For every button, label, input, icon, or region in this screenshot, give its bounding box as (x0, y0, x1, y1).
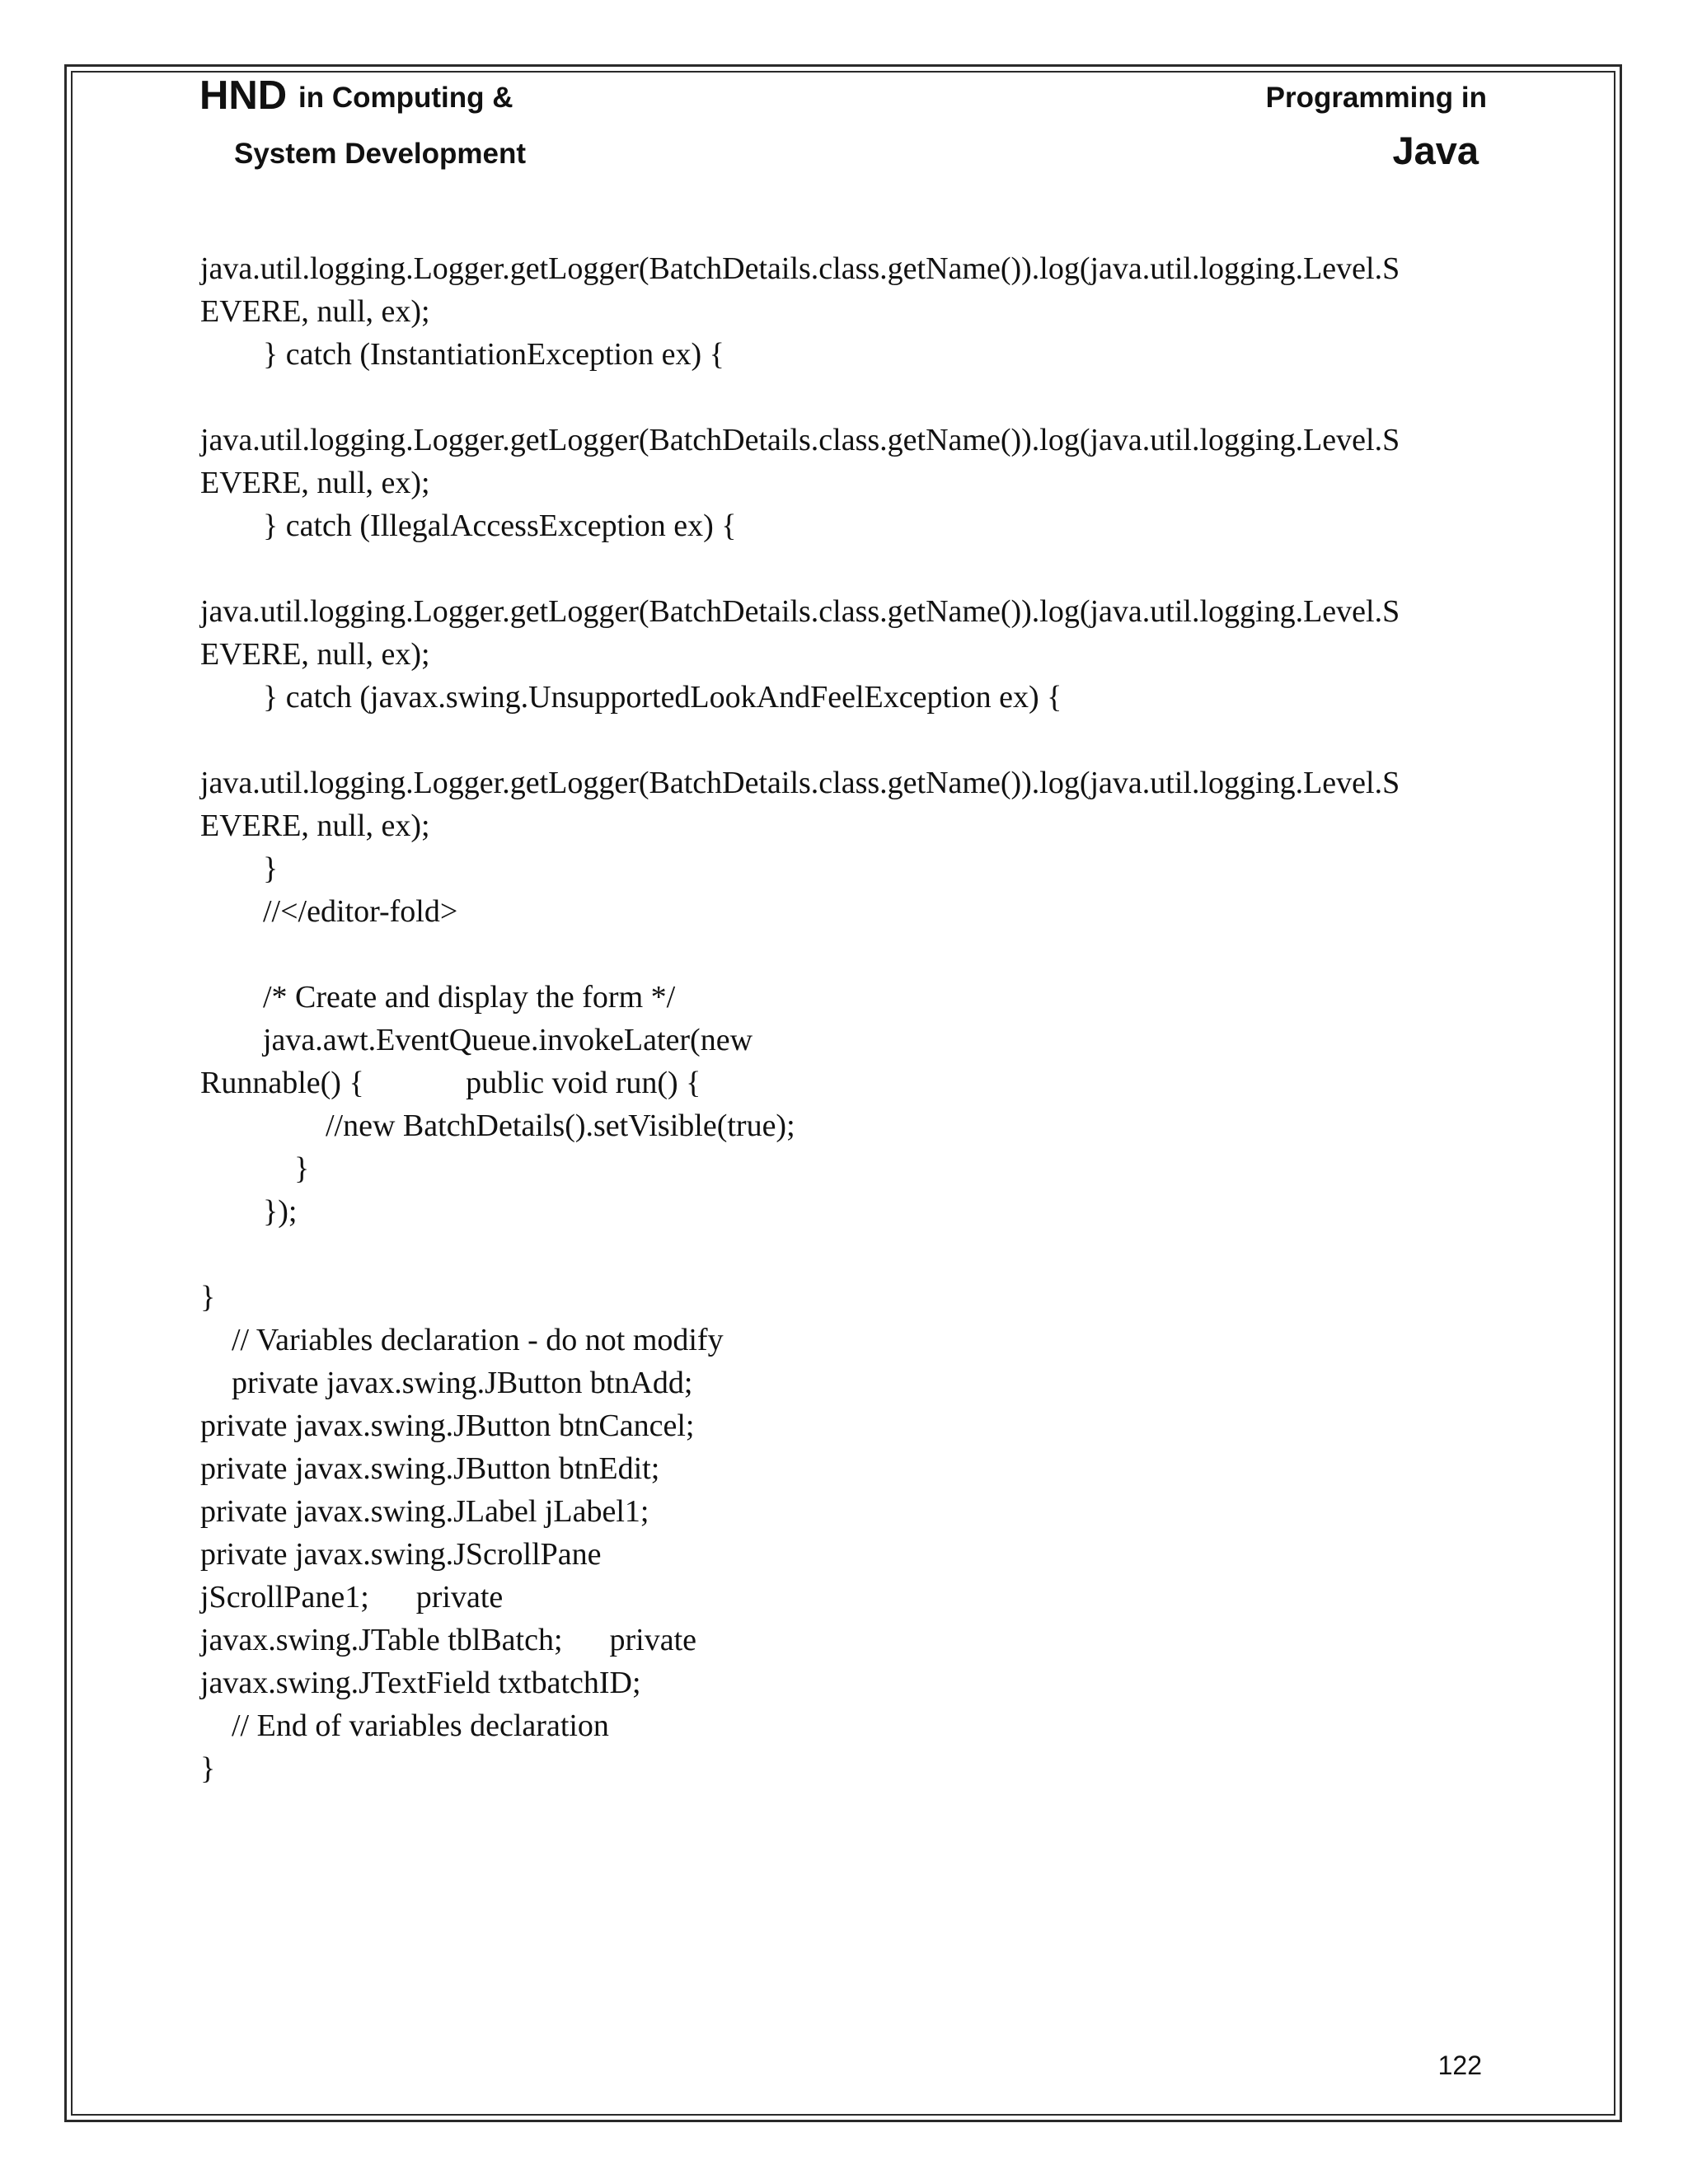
code-listing (200, 247, 1486, 1790)
code-line: java.util.logging.Logger.getLogger(BatchDetails.class.getName()).log(java.util.logging.Level.S (200, 423, 1400, 457)
code-line (200, 547, 1486, 590)
code-line: EVERE, null, ex); (200, 808, 430, 843)
code-line: private javax.swing.JButton btnEdit; (200, 1451, 660, 1486)
code-line: java.util.logging.Logger.getLogger(BatchDetails.class.getName()).log(java.util.logging.Level.S (200, 594, 1400, 629)
code-line: //</editor-fold> (200, 894, 458, 929)
code-line: } (200, 1151, 310, 1186)
code-line: private javax.swing.JScrollPane (200, 1537, 602, 1572)
page-number: 122 (1437, 2050, 1482, 2080)
code-line: //new BatchDetails().setVisible(true); (200, 1108, 795, 1143)
code-line (200, 933, 1486, 976)
code-line: EVERE, null, ex); (200, 637, 430, 672)
code-line: // End of variables declaration (200, 1708, 609, 1743)
header-programming-in: Programming in (1265, 82, 1487, 114)
code-line: private javax.swing.JLabel jLabel1; (200, 1494, 649, 1529)
code-line: } (200, 1751, 216, 1786)
code-line: }); (200, 1194, 298, 1229)
code-line: jScrollPane1; private (200, 1580, 504, 1615)
code-line (200, 376, 1486, 419)
code-line: java.awt.EventQueue.invokeLater(new (200, 1023, 753, 1057)
header-system-development: System Development (234, 138, 527, 170)
code-line: javax.swing.JTextField txtbatchID; (200, 1666, 641, 1700)
code-line: } catch (IllegalAccessException ex) { (200, 509, 737, 543)
code-line (200, 719, 1486, 762)
header-hnd: HND (199, 73, 288, 118)
code-line: private javax.swing.JButton btnAdd; (200, 1366, 693, 1400)
code-line: javax.swing.JTable tblBatch; private (200, 1623, 697, 1657)
code-line (200, 1233, 1486, 1276)
code-line: java.util.logging.Logger.getLogger(BatchDetails.class.getName()).log(java.util.logging.Level.S (200, 766, 1400, 800)
code-line: // Variables declaration - do not modify (200, 1323, 724, 1357)
code-line: } catch (javax.swing.UnsupportedLookAndFeelException ex) { (200, 680, 1062, 715)
header-java: Java (1392, 129, 1479, 172)
code-line: } (200, 1280, 216, 1315)
code-line: EVERE, null, ex); (200, 294, 430, 329)
code-line: java.util.logging.Logger.getLogger(BatchDetails.class.getName()).log(java.util.logging.Level.S (200, 251, 1400, 286)
code-line: EVERE, null, ex); (200, 466, 430, 500)
code-line: } (200, 851, 279, 886)
code-line: Runnable() { public void run() { (200, 1066, 701, 1100)
header-in-computing: in Computing & (298, 82, 513, 114)
code-line: /* Create and display the form */ (200, 980, 676, 1015)
code-line: private javax.swing.JButton btnCancel; (200, 1408, 695, 1443)
code-line: } catch (InstantiationException ex) { (200, 337, 724, 372)
